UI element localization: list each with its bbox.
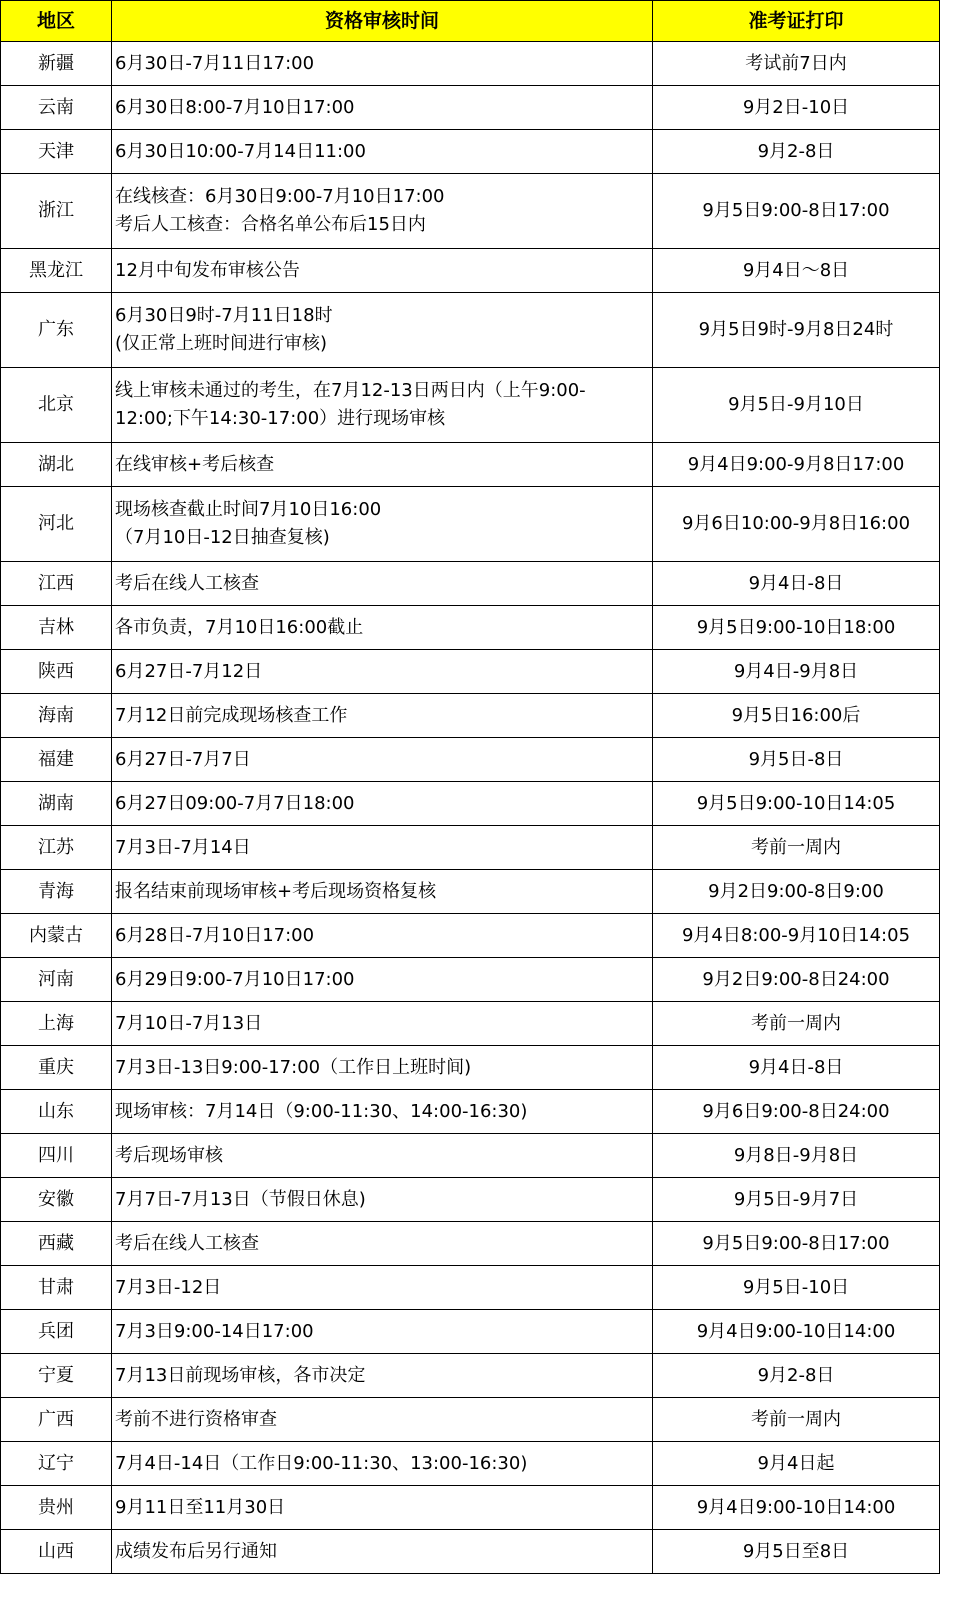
region-cell: 湖南 [1,782,112,826]
admit-card-print-cell: 9月5日16:00后 [653,694,940,738]
region-cell: 海南 [1,694,112,738]
review-time-cell: 7月13日前现场审核，各市决定 [112,1354,653,1398]
region-cell: 河北 [1,487,112,562]
admit-card-print-cell: 9月4日9:00-10日14:00 [653,1310,940,1354]
review-time-cell: 7月3日-12日 [112,1266,653,1310]
header-review-time: 资格审核时间 [112,1,653,42]
review-time-cell: 6月29日9:00-7月10日17:00 [112,958,653,1002]
region-cell: 西藏 [1,1222,112,1266]
region-cell: 山西 [1,1530,112,1574]
review-time-cell: 7月3日9:00-14日17:00 [112,1310,653,1354]
admit-card-print-cell: 9月4日9:00-9月8日17:00 [653,443,940,487]
review-time-cell: 6月27日-7月12日 [112,650,653,694]
region-cell: 甘肃 [1,1266,112,1310]
region-cell: 北京 [1,368,112,443]
review-time-cell: 6月30日10:00-7月14日11:00 [112,130,653,174]
header-row [1,1,940,42]
admit-card-print-cell: 9月4日起 [653,1442,940,1486]
region-cell: 贵州 [1,1486,112,1530]
table-row [1,42,940,86]
review-time-cell: 6月30日9时-7月11日18时 (仅正常上班时间进行审核) [112,293,653,368]
admit-card-print-cell: 9月8日-9月8日 [653,1134,940,1178]
review-time-cell: 6月30日-7月11日17:00 [112,42,653,86]
review-time-cell: 各市负责，7月10日16:00截止 [112,606,653,650]
review-time-cell: 报名结束前现场审核+考后现场资格复核 [112,870,653,914]
review-time-cell: 6月30日8:00-7月10日17:00 [112,86,653,130]
admit-card-print-cell: 9月2-8日 [653,1354,940,1398]
table-row [1,174,940,249]
table-row [1,1134,940,1178]
region-cell: 云南 [1,86,112,130]
review-time-cell: 6月28日-7月10日17:00 [112,914,653,958]
admit-card-print-cell: 9月4日～8日 [653,249,940,293]
review-time-cell: 考后在线人工核查 [112,562,653,606]
admit-card-print-cell: 9月5日至8日 [653,1530,940,1574]
admit-card-print-cell: 9月5日9:00-10日18:00 [653,606,940,650]
table-row [1,130,940,174]
admit-card-print-cell: 9月5日9时-9月8日24时 [653,293,940,368]
admit-card-print-cell: 9月6日10:00-9月8日16:00 [653,487,940,562]
admit-card-print-cell: 9月4日-8日 [653,1046,940,1090]
table-row [1,870,940,914]
admit-card-print-cell: 考试前7日内 [653,42,940,86]
admit-card-print-cell: 9月4日9:00-10日14:00 [653,1486,940,1530]
table-row [1,1354,940,1398]
review-time-cell: 7月12日前完成现场核查工作 [112,694,653,738]
review-time-cell: 6月27日-7月7日 [112,738,653,782]
region-cell: 浙江 [1,174,112,249]
review-time-cell: 6月27日09:00-7月7日18:00 [112,782,653,826]
admit-card-print-cell: 9月5日9:00-8日17:00 [653,1222,940,1266]
table-row [1,738,940,782]
review-time-cell: 现场核查截止时间7月10日16:00 （7月10日-12日抽查复核) [112,487,653,562]
admit-card-print-cell: 9月2日-10日 [653,86,940,130]
admit-card-print-cell: 考前一周内 [653,1398,940,1442]
table-row [1,650,940,694]
table-row [1,1442,940,1486]
review-time-cell: 在线审核+考后核查 [112,443,653,487]
region-cell: 内蒙古 [1,914,112,958]
region-cell: 重庆 [1,1046,112,1090]
table-row [1,368,940,443]
table-row [1,86,940,130]
table-row [1,1530,940,1574]
admit-card-print-cell: 考前一周内 [653,826,940,870]
admit-card-print-cell: 9月2日9:00-8日24:00 [653,958,940,1002]
admit-card-print-cell: 9月2日9:00-8日9:00 [653,870,940,914]
header-admit-card-print: 准考证打印 [653,1,940,42]
table-row [1,1398,940,1442]
admit-card-print-cell: 9月5日-9月10日 [653,368,940,443]
review-time-cell: 9月11日至11月30日 [112,1486,653,1530]
table-row [1,1002,940,1046]
admit-card-print-cell: 9月2-8日 [653,130,940,174]
table-row [1,1090,940,1134]
header-region: 地区 [1,1,112,42]
table-row [1,1486,940,1530]
review-time-cell: 现场审核：7月14日（9:00-11:30、14:00-16:30) [112,1090,653,1134]
admit-card-print-cell: 9月5日9:00-10日14:05 [653,782,940,826]
region-cell: 新疆 [1,42,112,86]
region-cell: 宁夏 [1,1354,112,1398]
table-row [1,1046,940,1090]
table-row [1,694,940,738]
admit-card-print-cell: 9月5日-10日 [653,1266,940,1310]
region-cell: 福建 [1,738,112,782]
region-cell: 湖北 [1,443,112,487]
region-cell: 河南 [1,958,112,1002]
region-cell: 兵团 [1,1310,112,1354]
review-time-cell: 7月4日-14日（工作日9:00-11:30、13:00-16:30) [112,1442,653,1486]
table-row [1,606,940,650]
table-row [1,1178,940,1222]
review-time-cell: 线上审核未通过的考生，在7月12-13日两日内（上午9:00- 12:00;下午14:30-17:00）进行现场审核 [112,368,653,443]
table-row [1,562,940,606]
table-row [1,914,940,958]
table-row [1,293,940,368]
table-row [1,443,940,487]
review-time-cell: 考后现场审核 [112,1134,653,1178]
review-time-cell: 7月3日-7月14日 [112,826,653,870]
admit-card-print-cell: 9月4日-9月8日 [653,650,940,694]
region-cell: 上海 [1,1002,112,1046]
region-cell: 天津 [1,130,112,174]
table-row [1,782,940,826]
region-cell: 安徽 [1,1178,112,1222]
review-time-cell: 7月7日-7月13日（节假日休息) [112,1178,653,1222]
table-row [1,1222,940,1266]
admit-card-print-cell: 9月5日-8日 [653,738,940,782]
table-row [1,826,940,870]
review-time-cell: 考前不进行资格审查 [112,1398,653,1442]
table-row [1,1266,940,1310]
review-time-cell: 考后在线人工核查 [112,1222,653,1266]
region-cell: 江西 [1,562,112,606]
table-row [1,1310,940,1354]
review-time-cell: 在线核查：6月30日9:00-7月10日17:00 考后人工核查：合格名单公布后15日内 [112,174,653,249]
admit-card-print-cell: 9月4日-8日 [653,562,940,606]
review-time-cell: 成绩发布后另行通知 [112,1530,653,1574]
review-time-cell: 12月中旬发布审核公告 [112,249,653,293]
region-cell: 四川 [1,1134,112,1178]
region-cell: 广西 [1,1398,112,1442]
admit-card-print-cell: 考前一周内 [653,1002,940,1046]
region-cell: 辽宁 [1,1442,112,1486]
table-row [1,958,940,1002]
region-cell: 黑龙江 [1,249,112,293]
review-time-cell: 7月3日-13日9:00-17:00（工作日上班时间) [112,1046,653,1090]
admit-card-print-cell: 9月5日9:00-8日17:00 [653,174,940,249]
region-cell: 山东 [1,1090,112,1134]
admit-card-print-cell: 9月4日8:00-9月10日14:05 [653,914,940,958]
region-cell: 青海 [1,870,112,914]
admit-card-print-cell: 9月5日-9月7日 [653,1178,940,1222]
region-cell: 陕西 [1,650,112,694]
review-time-cell: 7月10日-7月13日 [112,1002,653,1046]
table-row [1,249,940,293]
table-body [1,42,940,1574]
region-cell: 江苏 [1,826,112,870]
table-header [1,1,940,42]
table-row [1,487,940,562]
region-cell: 广东 [1,293,112,368]
admit-card-print-cell: 9月6日9:00-8日24:00 [653,1090,940,1134]
region-cell: 吉林 [1,606,112,650]
